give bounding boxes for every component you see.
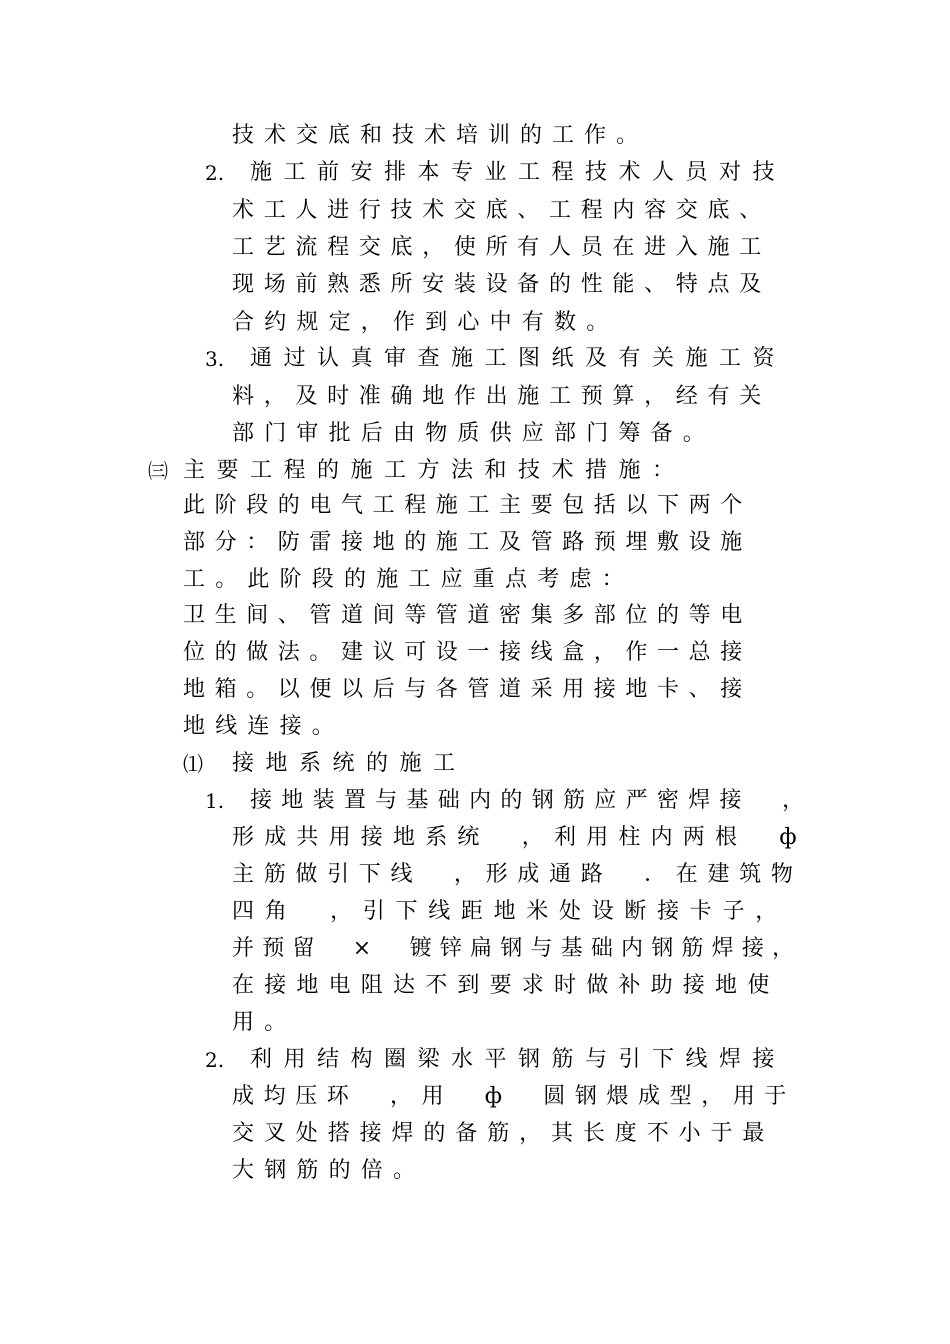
text-line: 术工人进行技术交底、工程内容交底、 bbox=[232, 198, 771, 223]
text-line: 工艺流程交底，使所有人员在进入施工 bbox=[232, 235, 771, 260]
text-line: 此阶段的电气工程施工主要包括以下两个 bbox=[183, 493, 752, 518]
subsection-heading: 接地系统的施工 bbox=[232, 751, 467, 776]
section-marker: ㈢ bbox=[148, 459, 168, 483]
text-line: 现场前熟悉所安装设备的性能、特点及 bbox=[232, 272, 771, 297]
text-line: 接地装置与基础内的钢筋应严密焊接 ， bbox=[250, 788, 814, 813]
text-line: 形成共用接地系统 ，利用柱内两根 ф bbox=[232, 825, 807, 850]
text-line: 位的做法。建议可设一接线盒，作一总接 bbox=[183, 640, 752, 665]
text-line: 四角 ，引下线距地米处设断接卡子， bbox=[232, 899, 788, 924]
text-line: 大钢筋的倍。 bbox=[232, 1158, 426, 1183]
text-line: 部门审批后由物质供应部门筹备。 bbox=[232, 421, 716, 446]
list-number: 2. bbox=[205, 161, 225, 185]
section-heading: 主要工程的施工方法和技术措施： bbox=[183, 458, 686, 483]
subsection-marker: ⑴ bbox=[183, 752, 203, 776]
text-line: 地箱。以便以后与各管道采用接地卡、接 bbox=[183, 677, 752, 702]
text-line: 部分：防雷接地的施工及管路预埋敷设施 bbox=[183, 530, 752, 555]
text-line: 卫生间、管道间等管道密集多部位的等电 bbox=[183, 603, 752, 628]
list-number: 2. bbox=[205, 1048, 225, 1072]
text-line: 在接地电阻达不到要求时做补助接地使 bbox=[232, 973, 780, 998]
text-line: 主筋做引下线 ，形成通路 ．在建筑物 bbox=[232, 862, 803, 887]
text-line: 通过认真审查施工图纸及有关施工资 bbox=[250, 346, 787, 371]
text-line: 交叉处搭接焊的备筋，其长度不小于最 bbox=[232, 1121, 775, 1146]
text-line: 技术交底和技术培训的工作。 bbox=[232, 123, 649, 148]
text-line: 料，及时准确地作出施工预算，经有关 bbox=[232, 384, 771, 409]
list-number: 3. bbox=[205, 347, 225, 371]
text-line: 地线连接。 bbox=[183, 714, 345, 739]
text-line: 用。 bbox=[232, 1010, 297, 1035]
text-line: 成均压环 ，用 ф 圆钢煨成型，用于 bbox=[232, 1084, 797, 1109]
text-line: 并预留 × 镀锌扁钢与基础内钢筋焊接， bbox=[232, 936, 803, 961]
list-number: 1. bbox=[205, 789, 225, 813]
text-line: 利用结构圈梁水平钢筋与引下线焊接 bbox=[250, 1047, 787, 1072]
text-line: 工。此阶段的施工应重点考虑： bbox=[183, 567, 634, 592]
text-line: 合约规定，作到心中有数。 bbox=[232, 310, 619, 335]
text-line: 施工前安排本专业工程技术人员对技 bbox=[250, 160, 787, 185]
